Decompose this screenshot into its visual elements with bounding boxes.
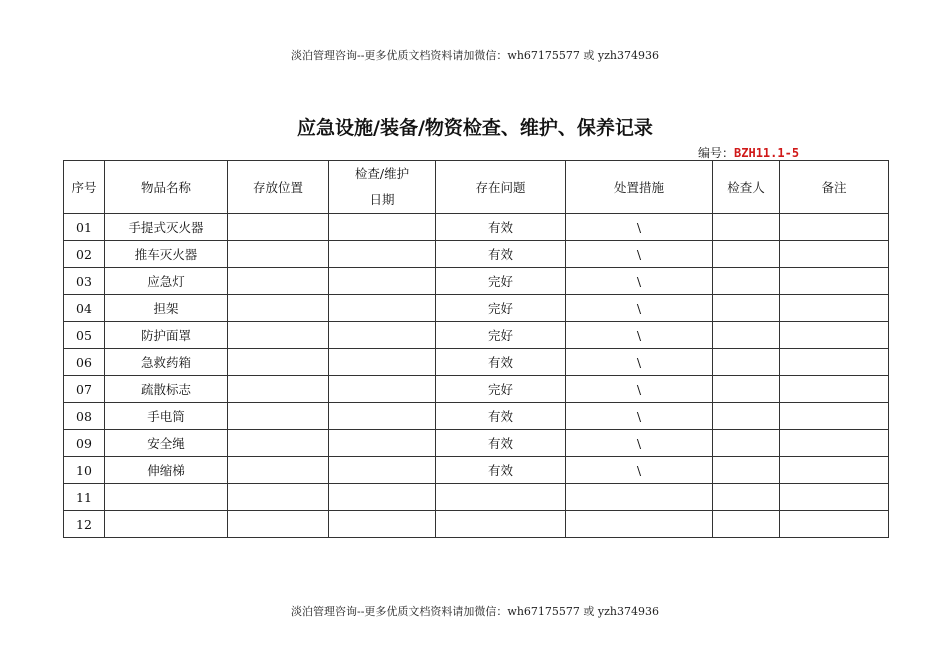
- cell-seq: 02: [64, 241, 105, 268]
- cell-inspector[interactable]: [713, 376, 780, 403]
- cell-inspector[interactable]: [713, 268, 780, 295]
- cell-location[interactable]: [228, 376, 329, 403]
- cell-location[interactable]: [228, 214, 329, 241]
- cell-remark[interactable]: [780, 376, 889, 403]
- cell-inspector[interactable]: [713, 511, 780, 538]
- table-row: [64, 268, 889, 295]
- cell-item-name: 安全绳: [105, 430, 228, 457]
- col-header-issue: 存在问题: [436, 161, 566, 214]
- table-row: [64, 295, 889, 322]
- cell-issue[interactable]: [436, 484, 566, 511]
- cell-inspector[interactable]: [713, 430, 780, 457]
- cell-location[interactable]: [228, 457, 329, 484]
- page-footer-note: 淡泊管理咨询--更多优质文档资料请加微信：wh67175577 或 yzh374936: [291, 605, 659, 618]
- cell-location[interactable]: [228, 484, 329, 511]
- cell-action[interactable]: [566, 484, 713, 511]
- cell-seq: 06: [64, 349, 105, 376]
- cell-remark[interactable]: [780, 268, 889, 295]
- cell-action: \: [566, 268, 713, 295]
- col-header-check-date-line1: 检查/维护: [354, 166, 410, 181]
- col-header-item-name: 物品名称: [105, 161, 228, 214]
- cell-seq: 01: [64, 214, 105, 241]
- cell-seq: 11: [64, 484, 105, 511]
- cell-inspector[interactable]: [713, 322, 780, 349]
- cell-remark[interactable]: [780, 241, 889, 268]
- cell-inspector[interactable]: [713, 457, 780, 484]
- cell-item-name: 推车灭火器: [105, 241, 228, 268]
- cell-location[interactable]: [228, 322, 329, 349]
- cell-check-date[interactable]: [329, 322, 436, 349]
- table-row: [64, 484, 889, 511]
- col-header-action: 处置措施: [566, 161, 713, 214]
- cell-remark[interactable]: [780, 214, 889, 241]
- col-header-remark: 备注: [780, 161, 889, 214]
- table-row: [64, 349, 889, 376]
- cell-inspector[interactable]: [713, 349, 780, 376]
- cell-seq: 09: [64, 430, 105, 457]
- record-table: [63, 160, 889, 538]
- cell-action: \: [566, 214, 713, 241]
- cell-issue[interactable]: [436, 511, 566, 538]
- cell-location[interactable]: [228, 403, 329, 430]
- cell-location[interactable]: [228, 349, 329, 376]
- cell-remark[interactable]: [780, 457, 889, 484]
- cell-seq: 07: [64, 376, 105, 403]
- cell-seq: 04: [64, 295, 105, 322]
- cell-action[interactable]: [566, 511, 713, 538]
- cell-item-name: 疏散标志: [105, 376, 228, 403]
- cell-action: \: [566, 403, 713, 430]
- table-row: [64, 376, 889, 403]
- cell-check-date[interactable]: [329, 403, 436, 430]
- cell-seq: 03: [64, 268, 105, 295]
- cell-remark[interactable]: [780, 511, 889, 538]
- cell-item-name: 急救药箱: [105, 349, 228, 376]
- cell-location[interactable]: [228, 241, 329, 268]
- cell-inspector[interactable]: [713, 484, 780, 511]
- cell-check-date[interactable]: [329, 349, 436, 376]
- cell-issue: 完好: [436, 268, 566, 295]
- document-code-label: 编号：: [698, 146, 735, 160]
- cell-issue: 有效: [436, 241, 566, 268]
- cell-inspector[interactable]: [713, 214, 780, 241]
- table-row: [64, 511, 889, 538]
- col-header-check-date-line2: 日期: [369, 192, 395, 207]
- cell-remark[interactable]: [780, 403, 889, 430]
- cell-item-name: 手电筒: [105, 403, 228, 430]
- cell-seq: 05: [64, 322, 105, 349]
- cell-action: \: [566, 457, 713, 484]
- cell-issue: 完好: [436, 295, 566, 322]
- cell-item-name: 应急灯: [105, 268, 228, 295]
- cell-inspector[interactable]: [713, 241, 780, 268]
- table-row: [64, 322, 889, 349]
- table-row: [64, 241, 889, 268]
- cell-check-date[interactable]: [329, 214, 436, 241]
- cell-action: \: [566, 322, 713, 349]
- cell-check-date[interactable]: [329, 511, 436, 538]
- cell-action: \: [566, 295, 713, 322]
- cell-action: \: [566, 376, 713, 403]
- cell-issue: 有效: [436, 457, 566, 484]
- cell-seq: 10: [64, 457, 105, 484]
- cell-remark[interactable]: [780, 430, 889, 457]
- table-row: [64, 214, 889, 241]
- cell-issue: 完好: [436, 322, 566, 349]
- cell-location[interactable]: [228, 268, 329, 295]
- cell-remark[interactable]: [780, 484, 889, 511]
- cell-issue: 有效: [436, 430, 566, 457]
- table-row: [64, 430, 889, 457]
- cell-inspector[interactable]: [713, 295, 780, 322]
- cell-action: \: [566, 349, 713, 376]
- cell-action: \: [566, 430, 713, 457]
- cell-item-name: 手提式灭火器: [105, 214, 228, 241]
- cell-seq: 08: [64, 403, 105, 430]
- cell-remark[interactable]: [780, 322, 889, 349]
- page-header-note: 淡泊管理咨询--更多优质文档资料请加微信：wh67175577 或 yzh374936: [291, 49, 659, 62]
- cell-check-date[interactable]: [329, 376, 436, 403]
- cell-location[interactable]: [228, 430, 329, 457]
- cell-item-name[interactable]: [105, 511, 228, 538]
- cell-check-date[interactable]: [329, 430, 436, 457]
- cell-location[interactable]: [228, 511, 329, 538]
- cell-check-date[interactable]: [329, 457, 436, 484]
- cell-issue: 有效: [436, 403, 566, 430]
- cell-remark[interactable]: [780, 349, 889, 376]
- table-header-row: [64, 161, 889, 214]
- col-header-location: 存放位置: [228, 161, 329, 214]
- col-header-inspector: 检查人: [713, 161, 780, 214]
- cell-location[interactable]: [228, 295, 329, 322]
- document-code-value: BZH11.1-5: [734, 146, 800, 160]
- cell-remark[interactable]: [780, 295, 889, 322]
- cell-check-date[interactable]: [329, 295, 436, 322]
- cell-issue: 有效: [436, 349, 566, 376]
- cell-item-name: 防护面罩: [105, 322, 228, 349]
- cell-check-date[interactable]: [329, 241, 436, 268]
- cell-item-name: 伸缩梯: [105, 457, 228, 484]
- cell-seq: 12: [64, 511, 105, 538]
- cell-inspector[interactable]: [713, 403, 780, 430]
- document-title: 应急设施/装备/物资检查、维护、保养记录: [297, 117, 653, 139]
- table-row: [64, 403, 889, 430]
- col-header-check-date: [329, 161, 436, 214]
- cell-action: \: [566, 241, 713, 268]
- document-code: [698, 144, 799, 161]
- cell-check-date[interactable]: [329, 484, 436, 511]
- cell-issue: 有效: [436, 214, 566, 241]
- cell-issue: 完好: [436, 376, 566, 403]
- cell-item-name[interactable]: [105, 484, 228, 511]
- col-header-seq: 序号: [64, 161, 105, 214]
- cell-check-date[interactable]: [329, 268, 436, 295]
- table-row: [64, 457, 889, 484]
- cell-item-name: 担架: [105, 295, 228, 322]
